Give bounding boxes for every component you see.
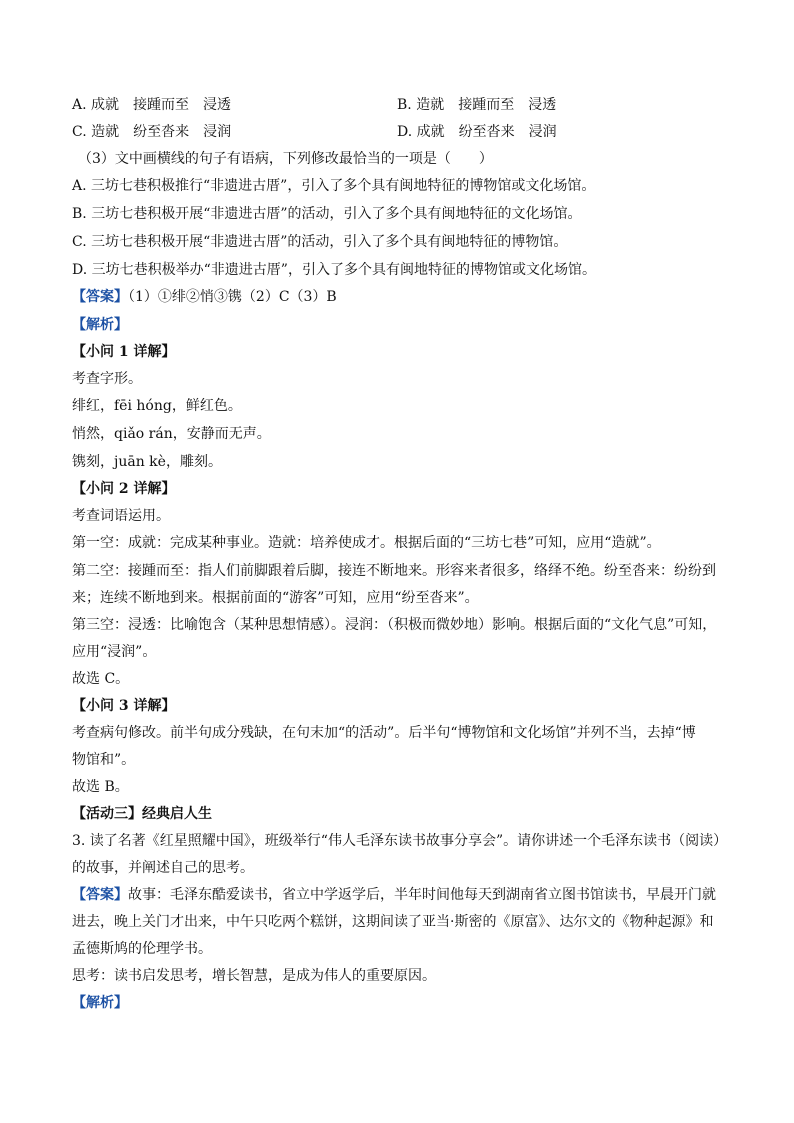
sub2-line: 来；连续不断地到来。根据前面的“游客”可知，应用“纷至沓来”。 [72,590,479,606]
sub2-line: 应用“浸润”。 [72,644,157,660]
q3main-line: 3. 读了名著《红星照耀中国》，班级举行“伟人毛泽东读书故事分享会”。请你讲述一个毛泽东读书（阅读） [72,833,728,849]
sub3-title: 【小问 3 详解】 [72,698,176,714]
sub2-line: 第二空：接踵而至：指人们前脚跟着后脚，接连不断地来。形容来者很多，络绎不绝。纷至沓来：纷纷到 [72,563,716,579]
answer2-text: 故事：毛泽东酷爱读书，省立中学返学后，半年时间他每天到湖南省立图书馆读书，早晨开门就 [128,887,716,903]
analysis2-heading: 【解析】 [72,995,128,1011]
q2-option-d[interactable]: D. 成就 纷至沓来 浸润 [397,124,557,140]
sub1-line: 悄然，qiǎo rán，安静而无声。 [72,426,271,442]
answer2-line: 思考：读书启发思考，增长智慧，是成为伟人的重要原因。 [72,968,436,984]
sub1-line: 镌刻，juān kè，雕刻。 [72,454,222,470]
sub1-line: 考查字形。 [72,371,142,387]
activity3-heading: 【活动三】经典启人生 [72,806,212,822]
q3-option-a[interactable]: A. 三坊七巷积极推行“非遗进古厝”，引入了多个具有闽地特征的博物馆或文化场馆。 [72,178,596,194]
answer2-tag: 【答案】 [72,887,128,903]
q3-stem: （3）文中画横线的句子有语病，下列修改最恰当的一项是（ ） [78,151,493,167]
q2-option-a[interactable]: A. 成就 接踵而至 浸透 [72,97,232,113]
sub2-line: 第三空：浸透：比喻饱含（某种思想情感）。浸润：（积极而微妙地）影响。根据后面的“文化气息”可知， [72,617,717,633]
answer2-line: 孟德斯鸠的伦理学书。 [72,941,212,957]
sub2-line: 故选 C。 [72,671,130,687]
sub2-line: 第一空：成就：完成某种事业。造就：培养使成才。根据后面的“三坊七巷”可知，应用“造就”。 [72,535,661,551]
sub2-line: 考查词语运用。 [72,508,170,524]
q3-option-d[interactable]: D. 三坊七巷积极举办“非遗进古厝”，引入了多个具有闽地特征的博物馆或文化场馆。 [72,262,596,278]
sub3-line: 物馆和”。 [72,752,136,768]
sub1-title: 【小问 1 详解】 [72,344,176,360]
answer2-line [72,886,732,904]
q3-option-b[interactable]: B. 三坊七巷积极开展“非遗进古厝”的活动，引入了多个具有闽地特征的文化场馆。 [72,206,582,222]
answer2-line: 进去，晚上关门才出来，中午只吃两个糕饼，这期间读了亚当·斯密的《原富》、达尔文的《物种起源》和 [72,914,714,930]
sub3-line: 故选 B。 [72,779,129,795]
sub3-line: 考查病句修改。前半句成分残缺，在句末加“的活动”。后半句“博物馆和文化场馆”并列不当，去掉“博 [72,725,696,741]
q2-option-b[interactable]: B. 造就 接踵而至 浸透 [397,97,557,113]
q3-option-c[interactable]: C. 三坊七巷积极开展“非遗进古厝”的活动，引入了多个具有闽地特征的博物馆。 [72,234,568,250]
analysis-heading: 【解析】 [72,317,128,333]
sub2-title: 【小问 2 详解】 [72,481,176,497]
answer-text: （1）①绯②悄③镌（2）C（3）B [128,289,337,305]
sub1-line: 绯红，fēi hóng，鲜红色。 [72,398,242,414]
answer-tag: 【答案】 [72,289,128,305]
answer-line [72,288,732,306]
q2-option-c[interactable]: C. 造就 纷至沓来 浸润 [72,124,232,140]
q3main-line: 的故事，并阐述自己的思考。 [72,860,254,876]
